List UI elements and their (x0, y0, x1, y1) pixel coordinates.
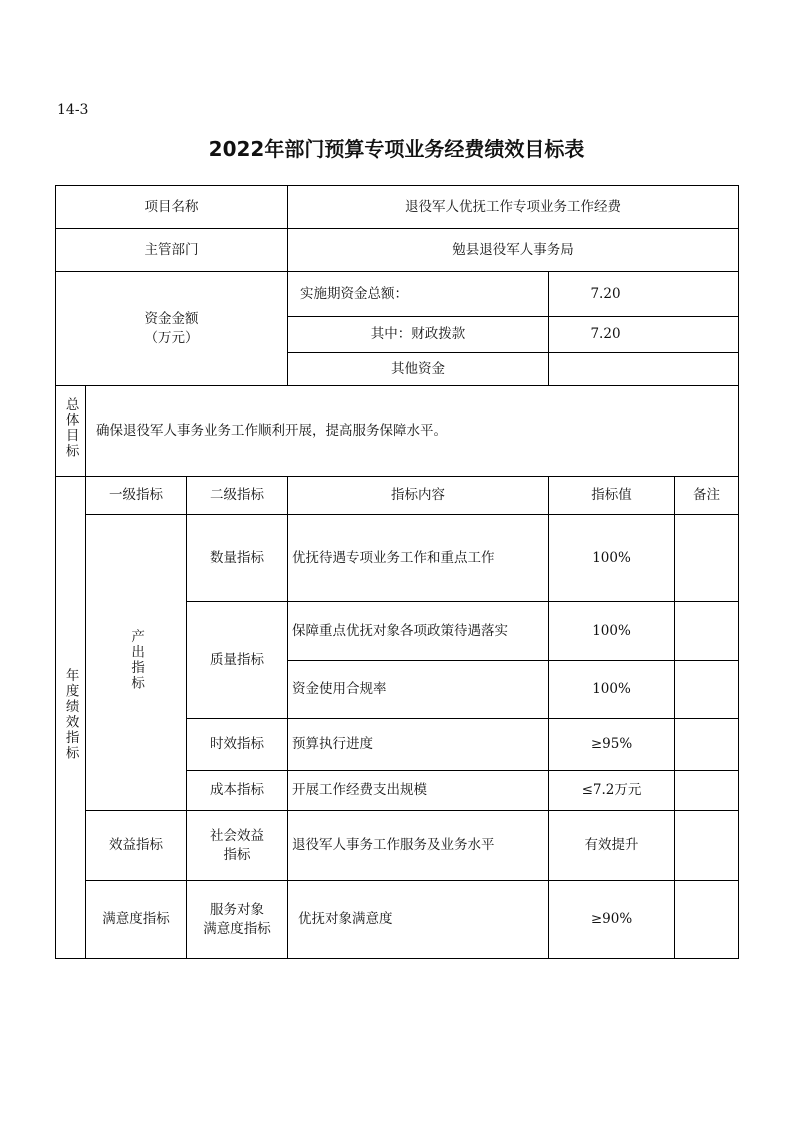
funds-other-label: 其他资金 (288, 353, 549, 386)
page-title: 2022年部门预算专项业务经费绩效目标表 (208, 137, 585, 161)
satisfaction-sub-label (187, 881, 288, 959)
quality-value-1: 100% (549, 602, 675, 661)
benefit-sub-label-line1: 社会效益 (210, 828, 264, 845)
benefit-label: 效益指标 (86, 811, 187, 881)
timeliness-value: ≥95% (549, 719, 675, 771)
overall-goal-text: 确保退役军人事务业务工作顺利开展，提高服务保障水平。 (86, 386, 739, 477)
funds-label-line2: （万元） (144, 329, 199, 346)
benefit-content: 退役军人事务工作服务及业务水平 (288, 811, 549, 881)
quantity-label: 数量指标 (187, 515, 288, 602)
funds-total-label: 实施期资金总额： (288, 272, 549, 317)
header-level1: 一级指标 (86, 477, 187, 515)
quality-value-2: 100% (549, 661, 675, 719)
department-label: 主管部门 (56, 229, 288, 272)
annual-label: 年度绩效指标 (62, 668, 79, 762)
timeliness-note (675, 719, 739, 771)
benefit-row (56, 811, 739, 881)
benefit-value: 有效提升 (549, 811, 675, 881)
performance-target-table (55, 185, 739, 959)
project-name-label: 项目名称 (56, 186, 288, 229)
header-content: 指标内容 (288, 477, 549, 515)
cost-content: 开展工作经费支出规模 (288, 771, 549, 811)
header-level2: 二级指标 (187, 477, 288, 515)
benefit-sub-label-line2: 指标 (223, 846, 251, 863)
annual-label-cell (56, 477, 86, 959)
funds-label-line1: 资金金额 (144, 311, 199, 328)
funds-other-value (549, 353, 739, 386)
header-note: 备注 (675, 477, 739, 515)
satisfaction-note (675, 881, 739, 959)
document-code: 14-3 (57, 102, 89, 118)
quantity-value: 100% (549, 515, 675, 602)
quality-note-1 (675, 602, 739, 661)
quality-note-2 (675, 661, 739, 719)
overall-goal-row (56, 386, 739, 477)
benefit-sub-label (187, 811, 288, 881)
quality-content-2: 资金使用合规率 (288, 661, 549, 719)
overall-goal-label-cell (56, 386, 86, 477)
quality-content-1: 保障重点优抚对象各项政策待遇落实 (288, 602, 549, 661)
funds-fiscal-value: 7.20 (549, 317, 739, 353)
output-label-cell (86, 515, 187, 811)
cost-label: 成本指标 (187, 771, 288, 811)
funds-fiscal-label: 其中：财政拨款 (288, 317, 549, 353)
header-value: 指标值 (549, 477, 675, 515)
cost-value: ≤7.2万元 (549, 771, 675, 811)
satisfaction-sub-label-line2: 满意度指标 (203, 920, 271, 937)
department-value: 勉县退役军人事务局 (288, 229, 739, 272)
timeliness-label: 时效指标 (187, 719, 288, 771)
funds-total-value: 7.20 (549, 272, 739, 317)
output-label: 产出指标 (128, 628, 145, 691)
project-name-row (56, 186, 739, 229)
quantity-row (56, 515, 739, 602)
timeliness-content: 预算执行进度 (288, 719, 549, 771)
project-name-value: 退役军人优抚工作专项业务工作经费 (288, 186, 739, 229)
quality-label: 质量指标 (187, 602, 288, 719)
overall-goal-label: 总体目标 (62, 397, 79, 460)
cost-note (675, 771, 739, 811)
annual-header-row (56, 477, 739, 515)
benefit-note (675, 811, 739, 881)
satisfaction-sub-label-line1: 服务对象 (210, 902, 264, 919)
quantity-content: 优抚待遇专项业务工作和重点工作 (288, 515, 549, 602)
funds-label (56, 272, 288, 386)
department-row (56, 229, 739, 272)
quantity-note (675, 515, 739, 602)
satisfaction-label: 满意度指标 (86, 881, 187, 959)
funds-total-row (56, 272, 739, 317)
satisfaction-row (56, 881, 739, 959)
satisfaction-value: ≥90% (549, 881, 675, 959)
satisfaction-content: 优抚对象满意度 (288, 881, 549, 959)
